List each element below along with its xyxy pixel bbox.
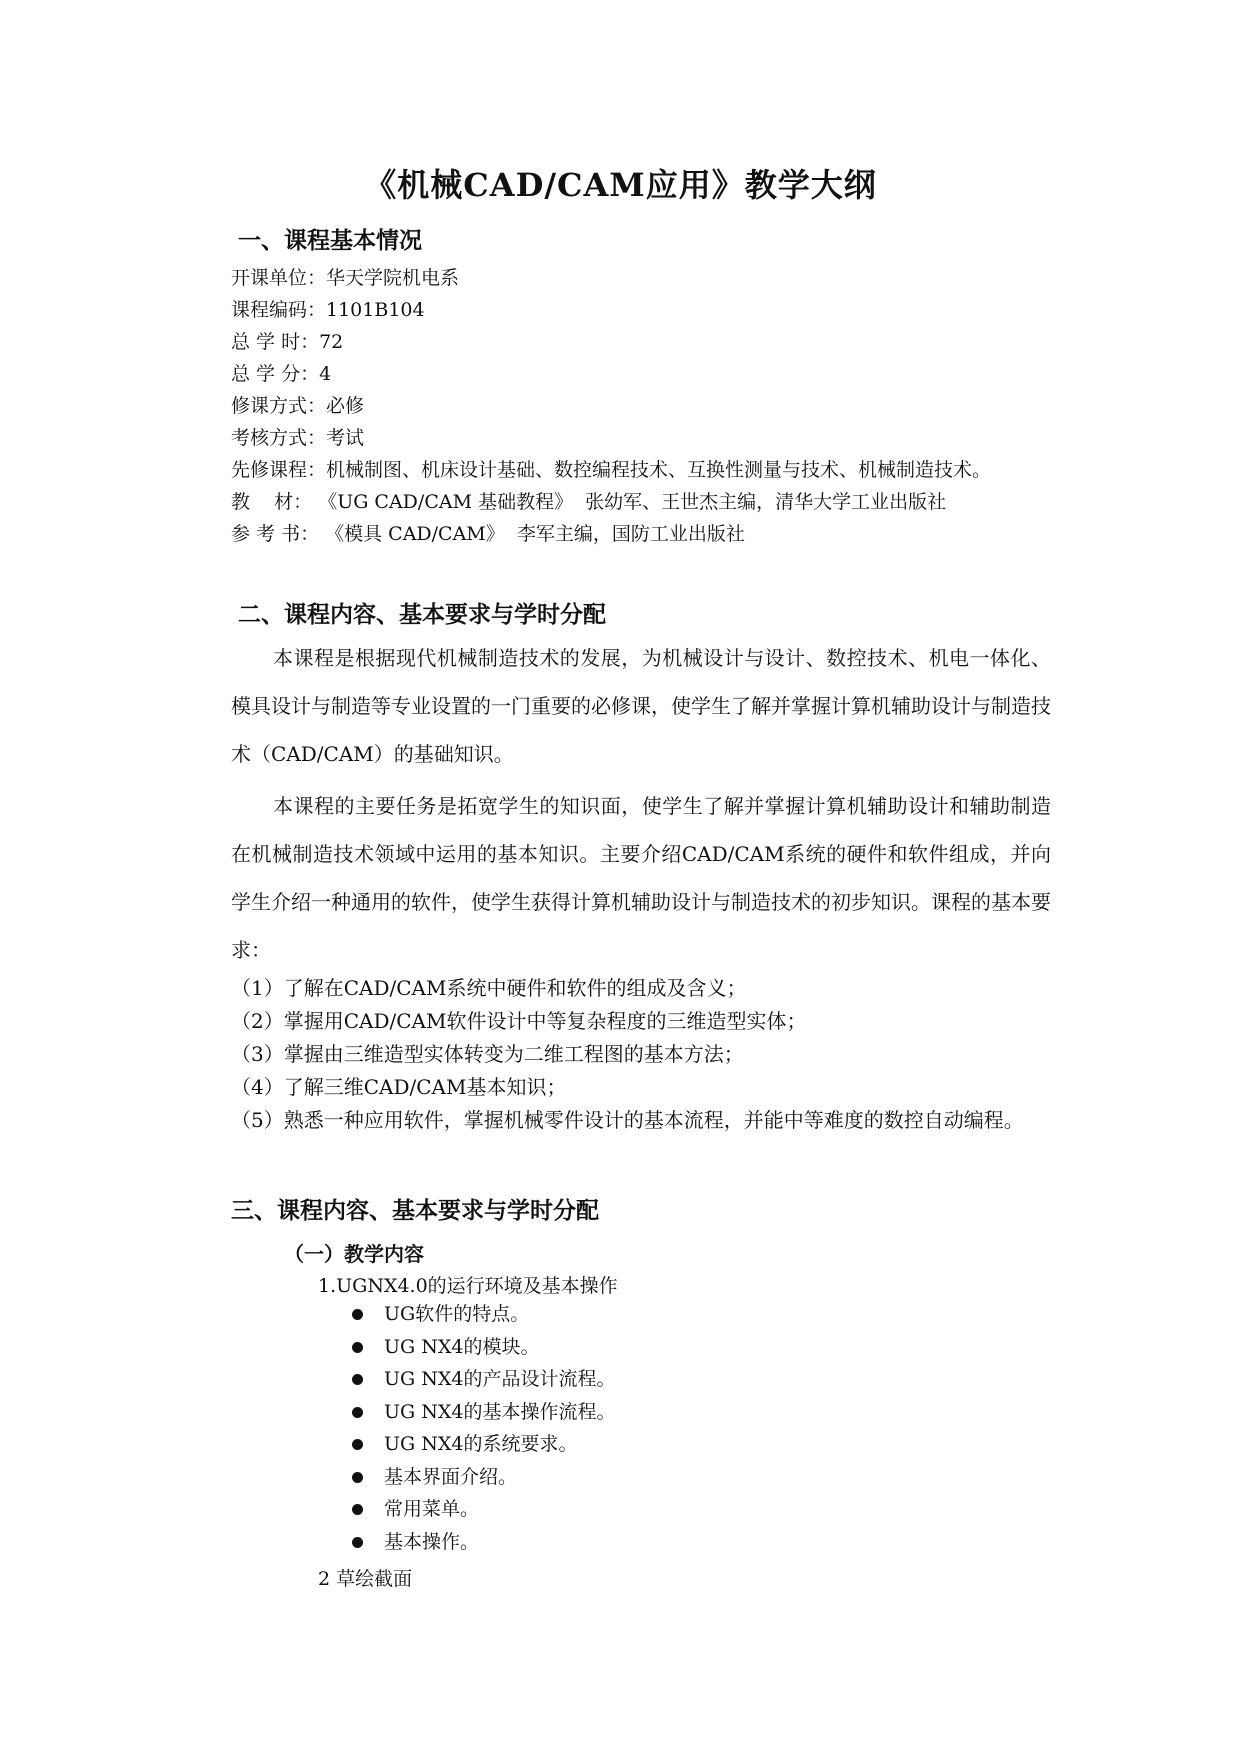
info-course-code: 课程编码：1101B104: [231, 299, 425, 321]
list-item: [352, 1331, 615, 1364]
info-total-hours: 总 学 时：72: [231, 331, 344, 353]
list-item-text: 基本操作。: [384, 1530, 480, 1553]
list-item-text: UG NX4的产品设计流程。: [384, 1368, 616, 1390]
requirement-item: （5）熟悉一种应用软件，掌握机械零件设计的基本流程，并能中等难度的数控自动编程。: [231, 1108, 1024, 1132]
topic-sketch-section: 2 草绘截面: [318, 1568, 413, 1590]
topic-ugnx-environment: 1.UGNX4.0的运行环境及基本操作: [318, 1275, 618, 1297]
course-description-paragraph: 本课程是根据现代机械制造技术的发展，为机械设计与设计、数控技术、机电一体化、模具设计与制造等专业设置的一门重要的必修课，使学生了解并掌握计算机辅助设计与制造技术（CAD/CAM）的基础知识。: [231, 646, 1051, 766]
info-prerequisites: 先修课程：机械制图、机床设计基础、数控编程技术、互换性测量与技术、机械制造技术。: [231, 459, 992, 481]
list-item-text: UG NX4的模块。: [384, 1335, 540, 1358]
list-item: [352, 1461, 615, 1494]
bullet-dot-icon: [352, 1472, 363, 1483]
info-assessment: 考核方式：考试: [231, 427, 365, 449]
list-item-text: UG NX4的基本操作流程。: [384, 1400, 616, 1423]
section-heading-content: 二、课程内容、基本要求与学时分配: [238, 602, 606, 628]
list-item-text: UG NX4的系统要求。: [384, 1433, 578, 1455]
requirement-item: （2）掌握用CAD/CAM软件设计中等复杂程度的三维造型实体；: [231, 1009, 807, 1033]
bullet-dot-icon: [352, 1439, 363, 1450]
info-textbook: 教 材： 《UG CAD/CAM 基础教程》 张幼军、王世杰主编，清华大学工业出版社: [231, 491, 947, 513]
requirement-item: （1）了解在CAD/CAM系统中硬件和软件的组成及含义；: [231, 976, 747, 1000]
subheading-teaching-content: （一）教学内容: [284, 1242, 424, 1266]
course-task-paragraph: 本课程的主要任务是拓宽学生的知识面，使学生了解并掌握计算机辅助设计和辅助制造在机械制造技术领域中运用的基本知识。主要介绍CAD/CAM系统的硬件和软件组成，并向学生介绍一种通用的软件，使学生获得计算机辅助设计与制造技术的初步知识。课程的基本要求：: [231, 794, 1051, 962]
bullet-dot-icon: [352, 1407, 363, 1418]
bullet-dot-icon: [352, 1342, 363, 1353]
list-item-text: 常用菜单。: [384, 1498, 480, 1520]
document-title: 《机械CAD/CAM应用》教学大纲: [364, 166, 877, 204]
bullet-dot-icon: [352, 1309, 363, 1320]
section-heading-teaching: 三、课程内容、基本要求与学时分配: [231, 1198, 599, 1224]
info-course-type: 修课方式：必修: [231, 395, 365, 417]
info-total-credits: 总 学 分：4: [231, 363, 332, 385]
bullet-dot-icon: [352, 1504, 363, 1515]
list-item: [352, 1428, 615, 1461]
list-item: [352, 1363, 615, 1396]
requirements-list: [231, 972, 1051, 1137]
list-item: [352, 1493, 615, 1526]
bullet-dot-icon: [352, 1537, 363, 1548]
list-item: [352, 1526, 615, 1559]
info-reference-book: 参 考 书： 《模具 CAD/CAM》 李军主编，国防工业出版社: [231, 523, 745, 545]
list-item: [352, 1298, 615, 1331]
course-info-block: [231, 262, 1051, 550]
info-department: 开课单位：华天学院机电系: [231, 267, 460, 289]
list-item-text: UG软件的特点。: [384, 1303, 530, 1325]
requirement-item: （4）了解三维CAD/CAM基本知识；: [231, 1075, 567, 1099]
topic-bullet-list: [352, 1298, 615, 1558]
list-item-text: 基本界面介绍。: [384, 1465, 518, 1488]
list-item: [352, 1396, 615, 1429]
requirement-item: （3）掌握由三维造型实体转变为二维工程图的基本方法；: [231, 1042, 744, 1066]
bullet-dot-icon: [352, 1374, 363, 1385]
section-heading-basic-info: 一、课程基本情况: [238, 228, 422, 254]
